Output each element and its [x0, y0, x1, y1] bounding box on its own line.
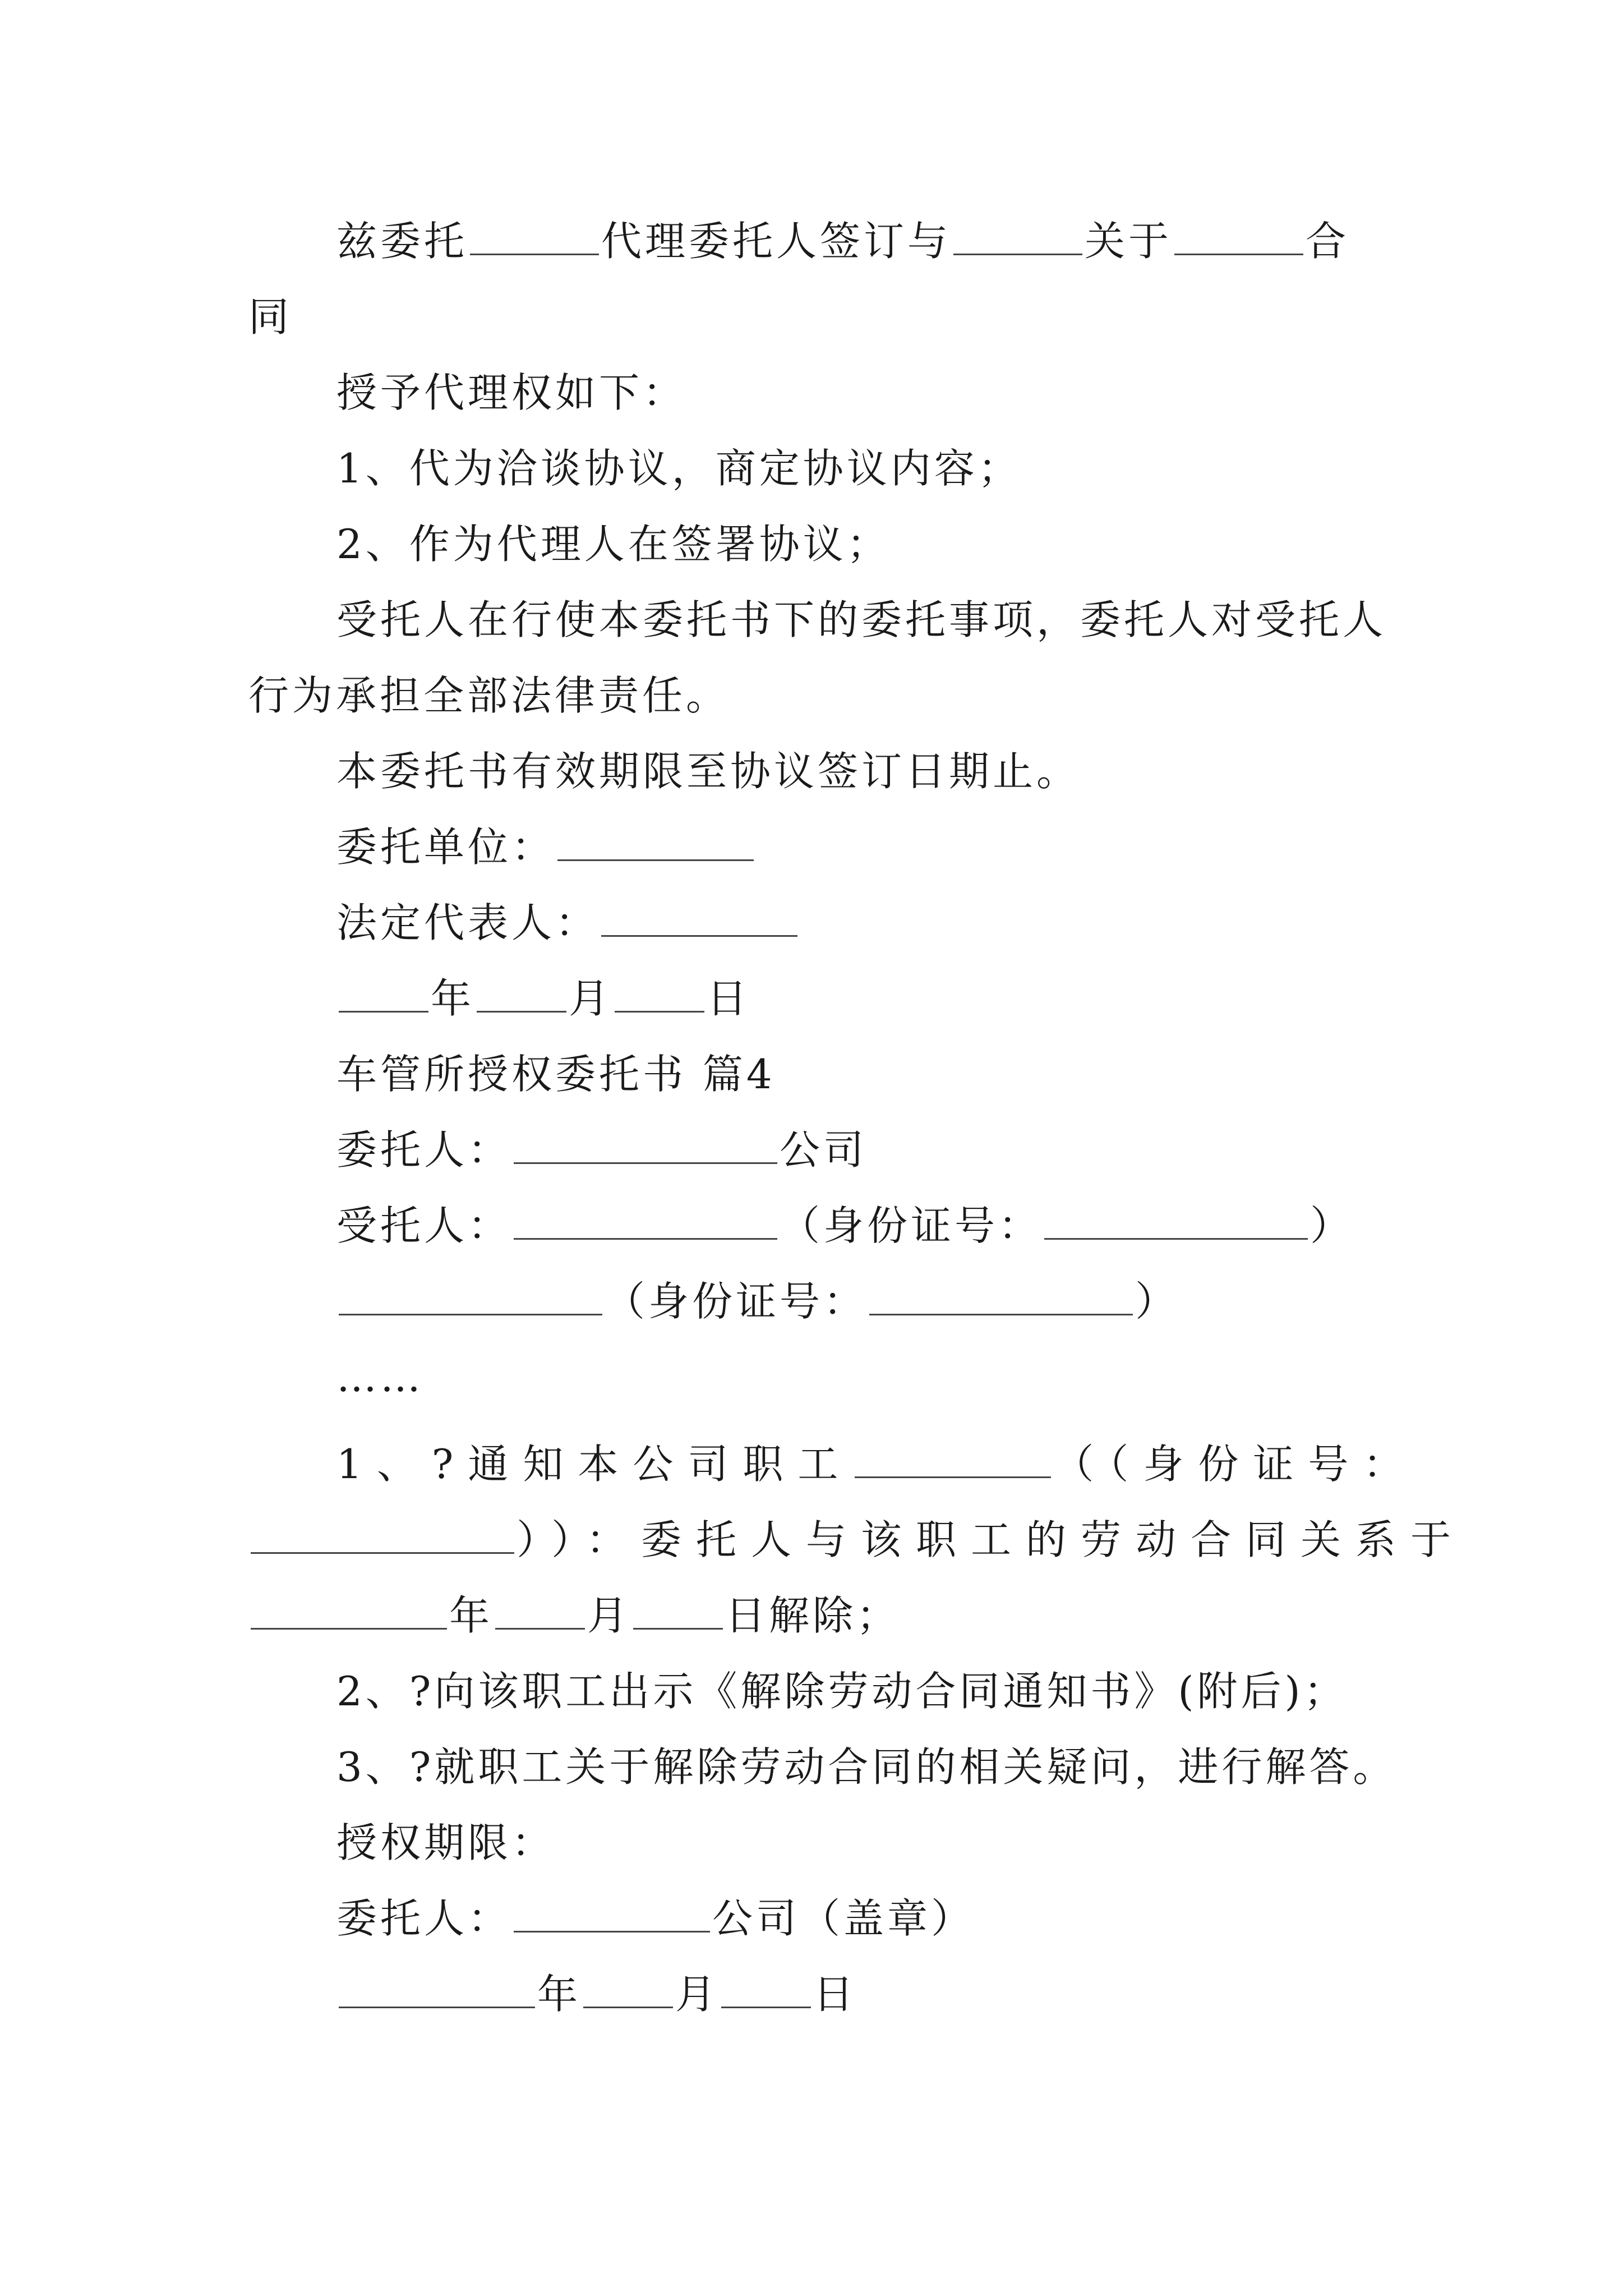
- blank-field: [601, 899, 797, 937]
- list-item-cont: [248, 1512, 1465, 1568]
- blank-field: [514, 1126, 777, 1164]
- list-item: 2、?向该职工出示《解除劳动合同通知书》(附后)；: [336, 1668, 1348, 1715]
- section-title: 车管所授权委托书 篇4: [336, 1051, 776, 1098]
- delegation-line: [336, 213, 1349, 269]
- list-item: 2、作为代理人在签署协议；: [336, 521, 891, 568]
- text-segment: 日解除；: [725, 1592, 901, 1639]
- blank-field: [953, 218, 1082, 255]
- field-label: 法定代表人：: [336, 899, 600, 946]
- text-segment: （（身份证号：: [1053, 1441, 1418, 1488]
- text-segment: 合: [1306, 218, 1350, 265]
- principal-line: [336, 1122, 867, 1178]
- date-line: [336, 1966, 857, 2022]
- blank-field: [251, 1516, 514, 1554]
- text-segment: ））：委托人与该职工的劳动合同关系于: [517, 1516, 1466, 1563]
- field-label: 委托人：: [336, 1895, 512, 1942]
- blank-field: [1044, 1202, 1308, 1240]
- date-year-label: 年: [537, 1971, 582, 2018]
- text-segment: 代理委托人签订与: [601, 218, 952, 265]
- blank-field: [615, 975, 704, 1013]
- blank-field: [514, 1895, 710, 1932]
- list-item: [336, 1436, 1418, 1492]
- paragraph-liability: 受托人在行使本委托书下的委托事项，委托人对受托人: [336, 596, 1387, 643]
- blank-field: [495, 1592, 585, 1630]
- text-segment: （身份证号：: [605, 1278, 868, 1325]
- agent-line-2: [336, 1273, 1179, 1329]
- blank-field: [583, 1971, 673, 2008]
- blank-field: [339, 1971, 535, 2008]
- blank-field: [721, 1971, 811, 2008]
- date-month-label: 月: [675, 1971, 720, 2018]
- date-day-label: 日: [707, 975, 751, 1022]
- field-label: 受托人：: [336, 1202, 512, 1249]
- text-segment: ）: [1135, 1278, 1179, 1325]
- field-label: 委托人：: [336, 1126, 512, 1174]
- principal-seal-line: [336, 1890, 975, 1947]
- agent-line: [336, 1198, 1354, 1254]
- blank-field: [869, 1278, 1133, 1315]
- blank-field: [339, 1278, 602, 1315]
- paragraph-liability-cont: 行为承担全部法律责任。: [248, 672, 730, 719]
- ellipsis: ……: [336, 1354, 424, 1401]
- list-item-date: [248, 1588, 900, 1644]
- authorization-period: 授权期限：: [336, 1819, 556, 1866]
- blank-field: [339, 975, 428, 1013]
- text-segment: 兹委托: [336, 218, 468, 265]
- list-item: 3、?就职工关于解除劳动合同的相关疑问，进行解答。: [336, 1743, 1397, 1791]
- text-segment: 公司（盖章）: [712, 1895, 975, 1942]
- text-segment: （身份证号：: [780, 1202, 1043, 1249]
- blank-field: [470, 218, 599, 255]
- blank-field: [557, 823, 754, 861]
- blank-field: [251, 1592, 447, 1630]
- legal-rep-line: [336, 895, 800, 951]
- date-year-label: 年: [449, 1592, 494, 1639]
- text-segment: 公司: [780, 1126, 868, 1174]
- date-day-label: 日: [813, 1971, 857, 2018]
- text-segment: 关于: [1085, 218, 1173, 265]
- date-month-label: 月: [587, 1592, 631, 1639]
- paragraph-validity: 本委托书有效期限至协议签订日期止。: [336, 748, 1081, 795]
- date-month-label: 月: [569, 975, 613, 1022]
- text-segment: 1、?通知本公司职工: [336, 1441, 853, 1488]
- paragraph-powers-intro: 授予代理权如下：: [336, 369, 687, 416]
- delegation-line-cont: 同: [248, 293, 293, 341]
- blank-field: [477, 975, 566, 1013]
- list-item: 1、代为洽谈协议，商定协议内容；: [336, 445, 1022, 492]
- blank-field: [514, 1202, 777, 1240]
- blank-field: [855, 1441, 1051, 1478]
- blank-field: [1174, 218, 1303, 255]
- date-year-label: 年: [431, 975, 475, 1022]
- date-line: [336, 970, 750, 1027]
- field-label: 委托单位：: [336, 823, 556, 871]
- signature-unit-line: [336, 819, 756, 875]
- blank-field: [633, 1592, 723, 1630]
- text-segment: ）: [1310, 1202, 1354, 1249]
